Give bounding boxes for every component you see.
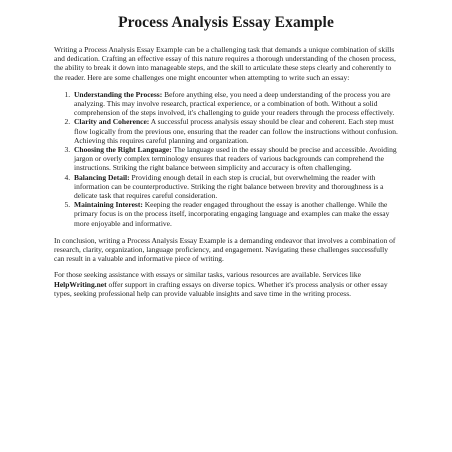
list-item-heading: Balancing Detail:: [74, 172, 130, 182]
challenges-list: [54, 90, 398, 228]
assistance-paragraph: [54, 270, 398, 298]
list-item: [72, 173, 398, 201]
list-item-heading: Understanding the Process:: [74, 89, 163, 99]
list-item-text: Before anything else, you need a deep understanding of the process you are analyzing. This may involve research, practical experience, or a combination of both. Without a solid comprehension of the steps involved, it's challenging to guide your readers through the process effectively.: [74, 89, 395, 118]
list-item-text: Providing enough detail in each step is crucial, but overwhelming the reader with information can be counterproductive. Striking the right balance between brevity and thoroughness is a delicate task that requires careful consideration.: [74, 172, 384, 201]
intro-paragraph: Writing a Process Analysis Essay Example can be a challenging task that demands a unique combination of skills and dedication. Crafting an effective essay of this nature requires a thorough understanding of the chosen process, the ability to break it down into manageable steps, and the skill to articulate these steps clearly and coherently to the reader. Here are some challenges one might encounter when attempting to write such an essay:: [54, 45, 396, 82]
list-item-heading: Choosing the Right Language:: [74, 145, 172, 155]
list-item-text: A successful process analysis essay should be clear and coherent. Each step must flow logically from the previous one, ensuring that the reader can follow the instructions without confusion. Achieving this requires careful planning and organization.: [74, 117, 398, 145]
list-item-text: The language used in the essay should be precise and accessible. Avoiding jargon or overly complex terminology ensures that readers of various backgrounds can comprehend the instructions. Striking the right balance between simplicity and accuracy is often challenging.: [74, 145, 397, 173]
assistance-text-after: offer support in crafting essays on diverse topics. Whether it's process analysis or other essay types, seeking professional help can provide valuable insights and save time in the writing process.: [54, 279, 388, 298]
list-item: [72, 145, 398, 173]
list-item: [72, 90, 398, 118]
list-item-text: Keeping the reader engaged throughout the essay is another challenge. While the primary focus is on the process itself, incorporating engaging language and examples can make the essay more enjoyable and informative.: [74, 200, 390, 228]
list-item-heading: Maintaining Interest:: [74, 200, 143, 210]
list-item-heading: Clarity and Coherence:: [74, 117, 150, 127]
assistance-text-before: For those seeking assistance with essays or similar tasks, various resources are available. Services like: [54, 270, 361, 280]
page-title: Process Analysis Essay Example: [118, 14, 334, 31]
service-link[interactable]: HelpWriting.net: [54, 279, 107, 289]
document-page: [54, 14, 398, 298]
list-item: [72, 200, 398, 228]
list-item: [72, 117, 398, 145]
conclusion-paragraph: In conclusion, writing a Process Analysis Essay Example is a demanding endeavor that involves a combination of research, clarity, organization, language proficiency, and engagement. Navigating these challenges successfully can result in a valuable and informative piece of writing.: [54, 235, 396, 264]
